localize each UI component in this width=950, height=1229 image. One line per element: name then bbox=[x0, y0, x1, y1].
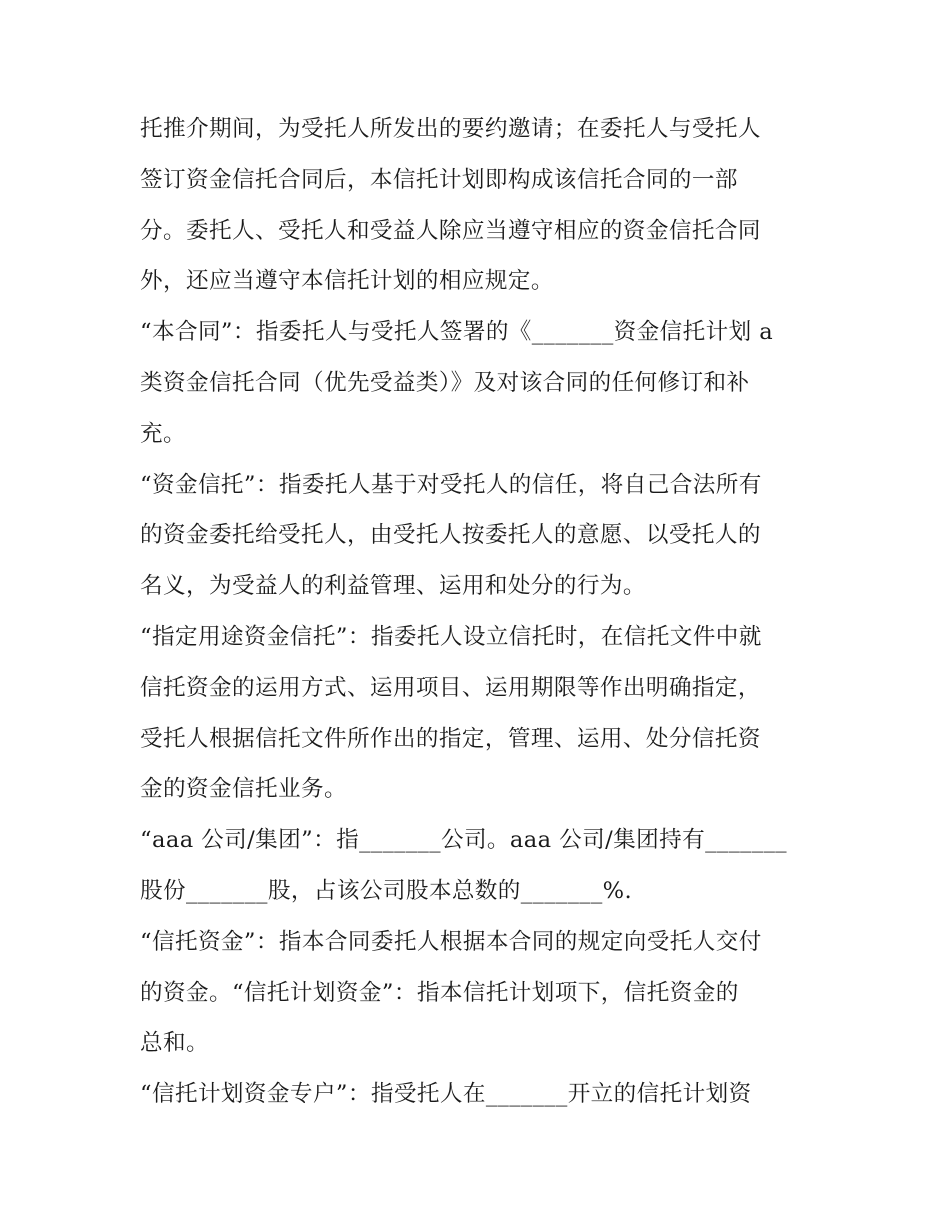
text-line-5: “本合同”：指委托人与受托人签署的《_______资金信托计划 a bbox=[140, 319, 774, 346]
text-line-17: “信托资金”：指本合同委托人根据本合同的规定向受托人交付 bbox=[140, 928, 762, 955]
text-line-10: 名义，为受益人的利益管理、运用和处分的行为。 bbox=[140, 573, 646, 600]
text-line-9: 的资金委托给受托人，由受托人按委托人的意愿、以受托人的 bbox=[140, 522, 761, 549]
text-line-6: 类资金信托合同（优先受益类）》及对该合同的任何修订和补 bbox=[140, 369, 750, 396]
text-line-15: “aaa 公司/集团”：指_______公司。aaa 公司/集团持有_______ bbox=[140, 827, 787, 854]
text-line-19: 总和。 bbox=[140, 1030, 209, 1057]
text-line-3: 分。委托人、受托人和受益人除应当遵守相应的资金信托合同 bbox=[140, 217, 761, 244]
text-line-4: 外，还应当遵守本信托计划的相应规定。 bbox=[140, 268, 554, 295]
text-line-18: 的资金。“信托计划资金”：指本信托计划项下，信托资金的 bbox=[140, 979, 739, 1006]
text-line-20: “信托计划资金专户”：指受托人在_______开立的信托计划资 bbox=[140, 1081, 752, 1108]
text-line-7: 充。 bbox=[140, 420, 186, 447]
text-line-14: 金的资金信托业务。 bbox=[140, 776, 347, 803]
text-line-1: 托推介期间，为受托人所发出的要约邀请；在委托人与受托人 bbox=[140, 116, 761, 142]
text-line-11: “指定用途资金信托”：指委托人设立信托时，在信托文件中就 bbox=[140, 623, 762, 650]
text-line-13: 受托人根据信托文件所作出的指定，管理、运用、处分信托资 bbox=[140, 725, 761, 752]
document-body bbox=[140, 104, 812, 1120]
text-line-16: 股份_______股，占该公司股本总数的_______%. bbox=[140, 877, 633, 904]
text-line-12: 信托资金的运用方式、运用项目、运用期限等作出明确指定， bbox=[140, 674, 761, 701]
text-line-8: “资金信托”：指委托人基于对受托人的信任，将自己合法所有 bbox=[140, 471, 762, 498]
text-line-2: 签订资金信托合同后，本信托计划即构成该信托合同的一部 bbox=[140, 166, 738, 193]
